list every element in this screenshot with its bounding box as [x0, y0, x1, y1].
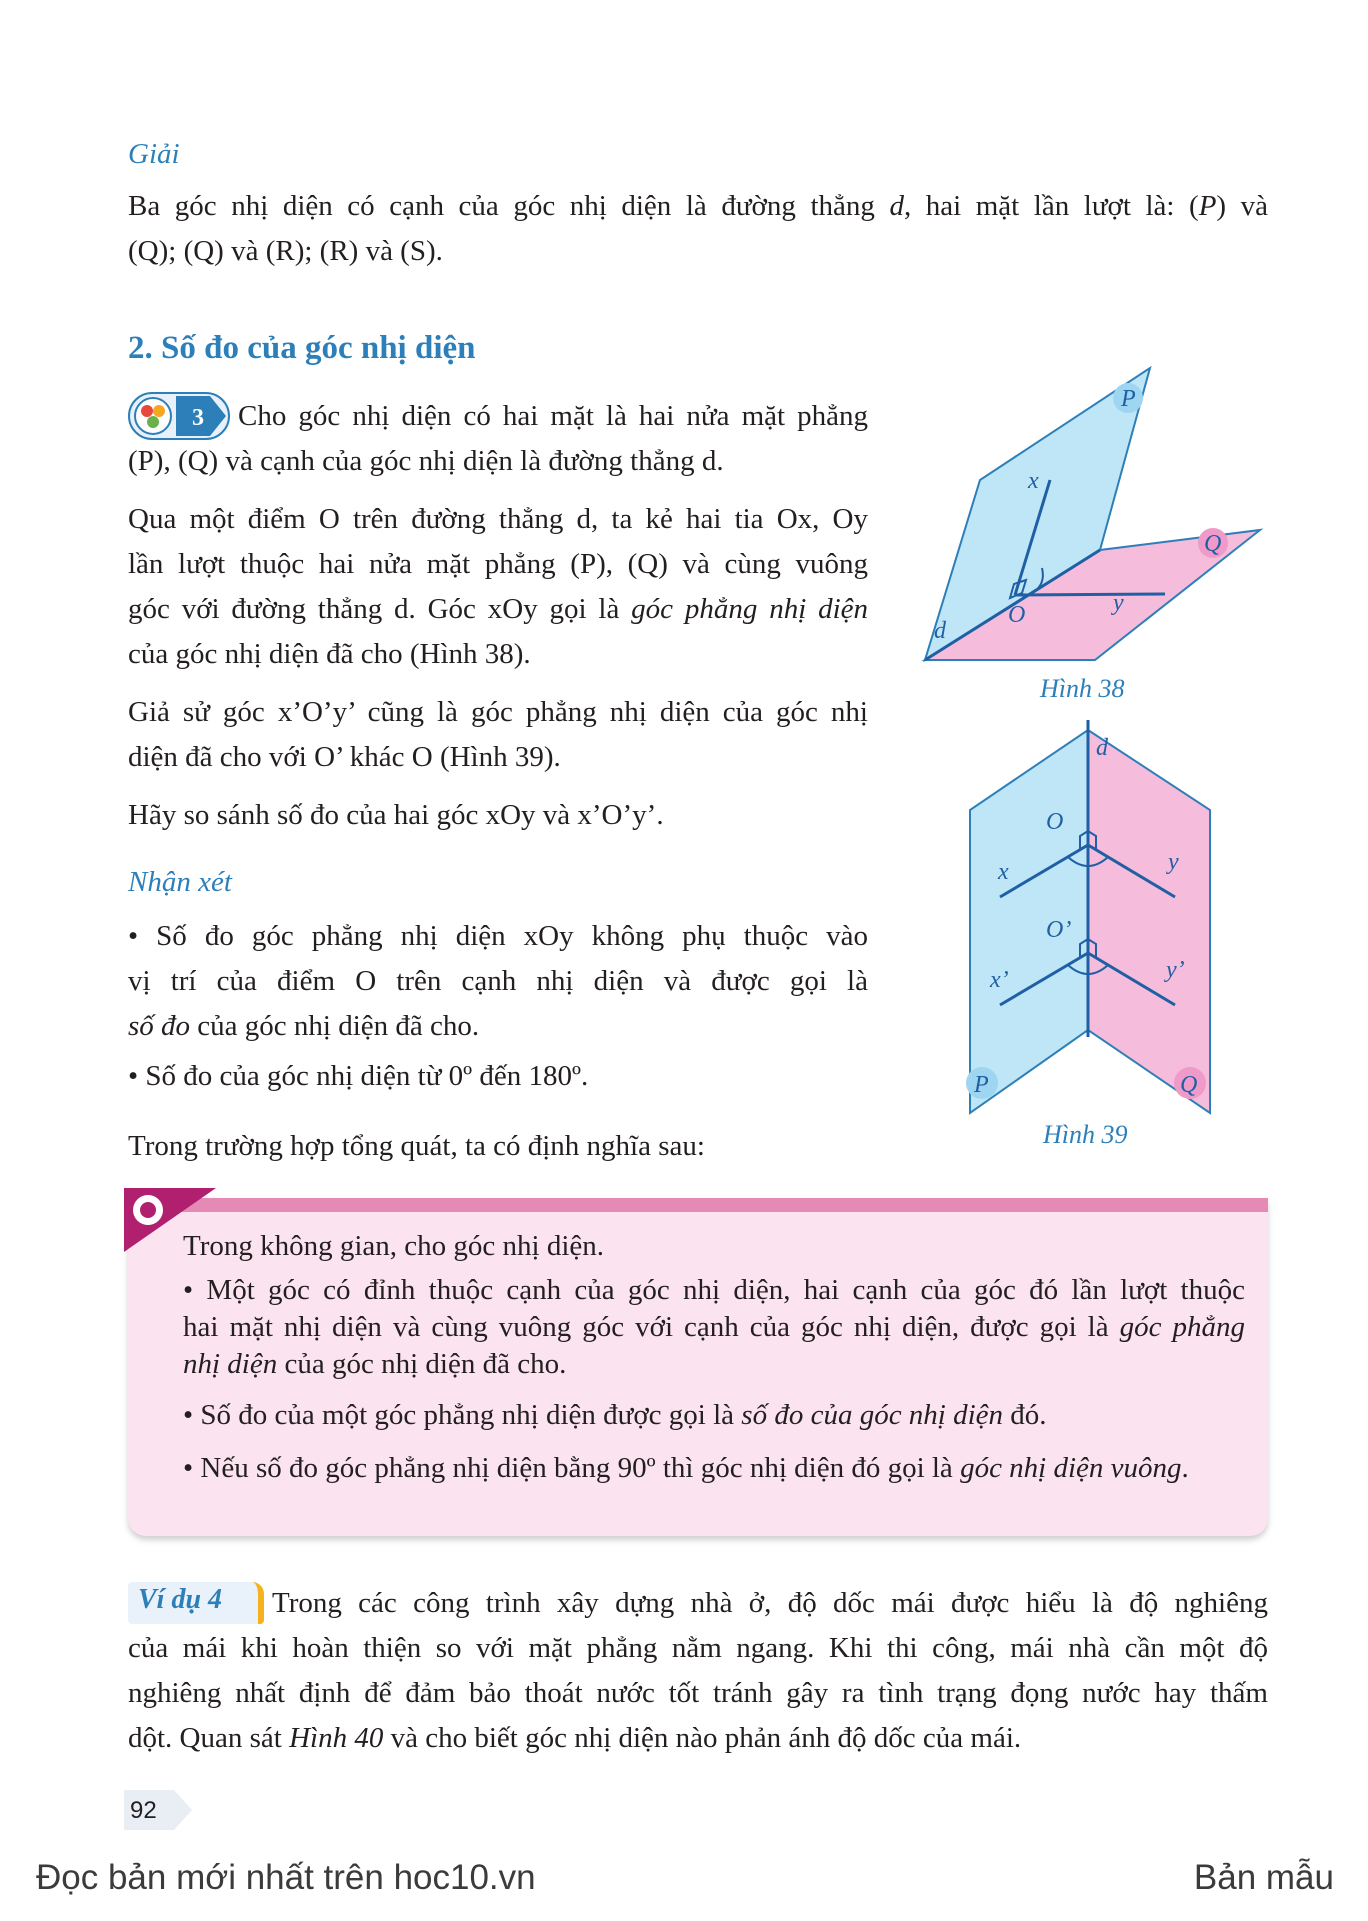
fig39-label-O2: O’: [1046, 917, 1072, 943]
definition-bullet-1-line-3: nhị diện của góc nhị diện đã cho.: [183, 1348, 567, 1380]
definition-bullet-2: • Số đo của một góc phẳng nhị diện được gọi là số đo của góc nhị diện đó.: [183, 1399, 1047, 1431]
example-line-2: của mái khi hoàn thiện so với mặt phẳng nằm ngang. Khi thi công, mái nhà cần một độ: [128, 1632, 1268, 1664]
fig38-label-O: O: [1008, 602, 1026, 628]
task-para4: Hãy so sánh số đo của hai góc xOy và x’O’y’.: [128, 799, 664, 831]
task-line-2: (P), (Q) và cạnh của góc nhị diện là đường thẳng d.: [128, 445, 724, 477]
example-line-3: nghiêng nhất định để đảm bảo thoát nước tốt tránh gây ra tình trạng đọng nước hay thấm: [128, 1677, 1268, 1709]
fig39-label-x2: x’: [990, 967, 1009, 993]
fig39-label-O: O: [1046, 809, 1064, 835]
figure-39-caption: Hình 39: [1043, 1120, 1128, 1149]
task-line-1: Cho góc nhị diện có hai mặt là hai nửa mặt phẳng: [238, 400, 868, 432]
solution-line-1: Ba góc nhị diện có cạnh của góc nhị diện là đường thẳng d, hai mặt lần lượt là: (P) và: [128, 190, 1269, 222]
figure-39: [960, 715, 1220, 1115]
general-definition-intro: Trong trường hợp tổng quát, ta có định nghĩa sau:: [128, 1130, 705, 1162]
fig39-label-d: d: [1096, 735, 1108, 761]
fig38-label-d: d: [934, 618, 946, 644]
fig39-label-x: x: [998, 859, 1009, 885]
fig38-label-Q: Q: [1204, 531, 1222, 557]
task-para3-line-2: diện đã cho với O’ khác O (Hình 39).: [128, 741, 561, 773]
remark-heading: Nhận xét: [128, 866, 232, 898]
task-para2-line-1: Qua một điểm O trên đường thẳng d, ta kẻ hai tia Ox, Oy: [128, 503, 868, 535]
fig39-label-P: P: [974, 1072, 989, 1098]
fig38-label-x: x: [1028, 468, 1039, 494]
footer-sample-label: Bản mẫu: [1193, 1858, 1334, 1897]
fig38-label-P: P: [1121, 386, 1136, 412]
page-number: 92: [130, 1797, 157, 1824]
footer-link-text: Đọc bản mới nhất trên hoc10.vn: [36, 1858, 536, 1897]
definition-bullet-1-line-2: hai mặt nhị diện và cùng vuông góc với cạnh của góc nhị diện, được gọi là góc phẳng: [183, 1311, 1245, 1343]
figure-38: [910, 360, 1270, 670]
example-line-1: Trong các công trình xây dựng nhà ở, độ dốc mái được hiểu là độ nghiêng: [272, 1587, 1268, 1619]
task-badge: [128, 392, 230, 440]
solution-line-2: (Q); (Q) và (R); (R) và (S).: [128, 235, 443, 267]
task-para2-line-3: góc với đường thẳng d. Góc xOy gọi là góc phẳng nhị diện: [128, 593, 869, 625]
example-tag: Ví dụ 4: [128, 1582, 264, 1624]
definition-bullet-3: • Nếu số đo góc phẳng nhị diện bằng 90º thì góc nhị diện đó gọi là góc nhị diện vuông.: [183, 1452, 1189, 1484]
remark-bullet-1-line-2: vị trí của điểm O trên cạnh nhị diện và được gọi là: [128, 965, 868, 997]
task-para2-line-2: lần lượt thuộc hai nửa mặt phẳng (P), (Q) và cùng vuông: [128, 548, 868, 580]
remark-bullet-1-line-3: số đo của góc nhị diện đã cho.: [128, 1010, 480, 1042]
fig39-label-y2: y’: [1166, 957, 1185, 983]
fig38-label-y: y: [1113, 590, 1124, 616]
definition-intro: Trong không gian, cho góc nhị diện.: [183, 1230, 605, 1262]
svg-text:3: 3: [192, 405, 204, 431]
task-para2-line-4: của góc nhị diện đã cho (Hình 38).: [128, 638, 531, 670]
definition-box-top-bar: [170, 1198, 1268, 1212]
example-line-4: dột. Quan sát Hình 40 và cho biết góc nhị diện nào phản ánh độ dốc của mái.: [128, 1722, 1022, 1754]
solution-heading: Giải: [128, 138, 180, 170]
remark-bullet-2: • Số đo của góc nhị diện từ 0º đến 180º.: [128, 1060, 589, 1092]
remark-bullet-1-line-1: • Số đo góc phẳng nhị diện xOy không phụ thuộc vào: [128, 920, 868, 952]
figure-38-caption: Hình 38: [1040, 674, 1125, 703]
definition-bullet-1-line-1: • Một góc có đỉnh thuộc cạnh của góc nhị diện, hai cạnh của góc đó lần lượt thuộc: [183, 1274, 1245, 1306]
section-title: 2. Số đo của góc nhị diện: [128, 330, 476, 366]
task-para3-line-1: Giả sử góc x’O’y’ cũng là góc phẳng nhị diện của góc nhị: [128, 696, 868, 728]
fig39-label-y: y: [1168, 849, 1179, 875]
fig39-label-Q: Q: [1180, 1072, 1198, 1098]
